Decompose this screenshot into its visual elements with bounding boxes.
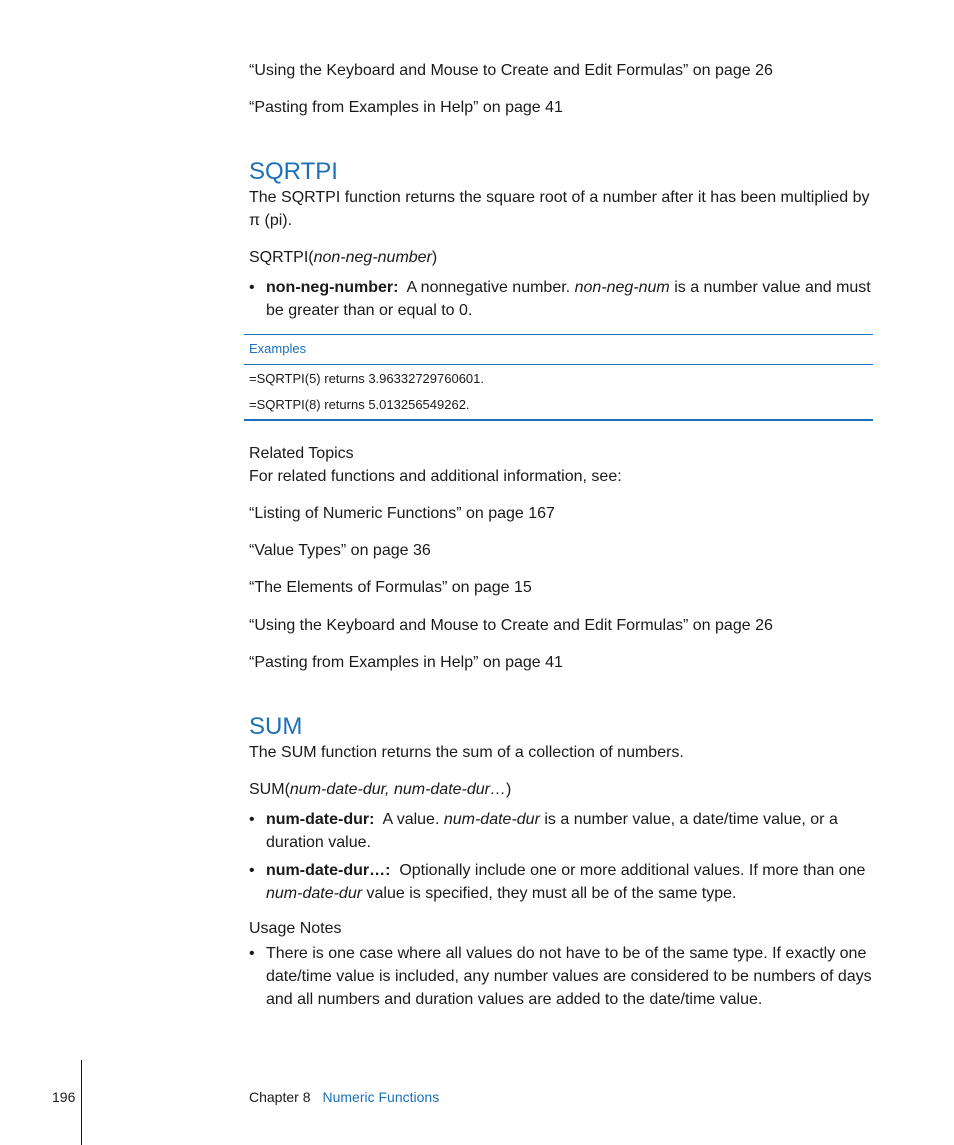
syntax-close-paren: ) — [431, 249, 438, 266]
xref-pasting-examples[interactable]: “Pasting from Examples in Help” on page 41 — [249, 99, 563, 116]
footer-chapter — [249, 1089, 439, 1105]
syntax-close-paren: ) — [506, 781, 512, 798]
bullet-marker: • — [249, 945, 255, 962]
chapter-label: Chapter 8 — [249, 1089, 311, 1105]
sum-arg2-text — [266, 859, 873, 905]
arg-desc-2: is a number value and must be greater than or equal to 0. — [266, 279, 871, 319]
sum-syntax — [249, 780, 511, 800]
sum-heading: SUM — [249, 713, 303, 740]
arg-desc-italic: non-neg-num — [574, 279, 670, 296]
table-top-rule — [244, 334, 873, 335]
syntax-open-paren: ( — [284, 781, 290, 798]
sum-arg2-bullet — [249, 859, 873, 905]
usage-note-text: There is one case where all values do not have to be of the same type. If exactly one date/time value is included, any number values are considered to be numbers of days and all numbers and duration values are added to the date/time value. — [266, 945, 872, 1008]
table-header-rule — [244, 364, 873, 365]
sum-arg1-bullet — [249, 808, 873, 854]
arg-desc-1: Optionally include one or more additional values. If more than one — [399, 862, 866, 879]
bullet-marker: • — [249, 811, 255, 828]
sqrtpi-arg-text — [266, 276, 873, 322]
sqrtpi-syntax — [249, 248, 437, 268]
table-bottom-rule — [244, 419, 873, 421]
usage-notes-heading: Usage Notes — [249, 920, 342, 937]
sum-arg1-text — [266, 808, 873, 854]
related-topics-heading: Related Topics — [249, 445, 354, 462]
arg-desc-italic: num-date-dur — [443, 811, 540, 828]
example-row: =SQRTPI(8) returns 5.013256549262. — [249, 397, 470, 412]
arg-desc-2: value is specified, they must all be of the same type. — [366, 885, 737, 902]
sqrtpi-heading: SQRTPI — [249, 158, 338, 185]
related-link-value-types[interactable]: “Value Types” on page 36 — [249, 542, 431, 559]
examples-table — [244, 334, 873, 420]
syntax-args: non-neg-number — [313, 249, 432, 266]
syntax-function-name: SQRTPI — [249, 249, 309, 266]
related-link-keyboard-mouse[interactable]: “Using the Keyboard and Mouse to Create and Edit Formulas” on page 26 — [249, 617, 773, 634]
sqrtpi-description: The SQRTPI function returns the square root of a number after it has been multiplied by π (pi). — [249, 189, 870, 229]
related-link-numeric-functions[interactable]: “Listing of Numeric Functions” on page 167 — [249, 505, 555, 522]
usage-note-bullet — [249, 942, 873, 1011]
arg-desc-2: is a number value, a date/time value, or a duration value. — [266, 811, 838, 851]
chapter-title-link[interactable]: Numeric Functions — [322, 1089, 440, 1105]
syntax-function-name: SUM — [249, 781, 285, 798]
examples-label: Examples — [249, 341, 307, 356]
syntax-open-paren: ( — [308, 249, 314, 266]
arg-desc-1: A value. — [382, 811, 440, 828]
arg-desc-italic: num-date-dur — [266, 885, 363, 902]
related-link-pasting-examples[interactable]: “Pasting from Examples in Help” on page 41 — [249, 654, 563, 671]
footer-divider — [81, 1060, 82, 1145]
example-row: =SQRTPI(5) returns 3.96332729760601. — [249, 371, 484, 386]
arg-name: num-date-dur: — [266, 811, 375, 828]
related-intro: For related functions and additional information, see: — [249, 468, 622, 485]
syntax-args: num-date-dur, num-date-dur… — [289, 781, 506, 798]
bullet-marker: • — [249, 279, 255, 296]
page-number: 196 — [52, 1089, 76, 1105]
arg-desc-1: A nonnegative number. — [406, 279, 571, 296]
xref-keyboard-mouse[interactable]: “Using the Keyboard and Mouse to Create and Edit Formulas” on page 26 — [249, 62, 773, 79]
bullet-marker: • — [249, 862, 255, 879]
arg-name: non-neg-number: — [266, 279, 399, 296]
related-link-elements-formulas[interactable]: “The Elements of Formulas” on page 15 — [249, 579, 532, 596]
sqrtpi-arg-bullet — [249, 276, 873, 322]
sum-description: The SUM function returns the sum of a collection of numbers. — [249, 744, 684, 761]
arg-name: num-date-dur…: — [266, 862, 391, 879]
